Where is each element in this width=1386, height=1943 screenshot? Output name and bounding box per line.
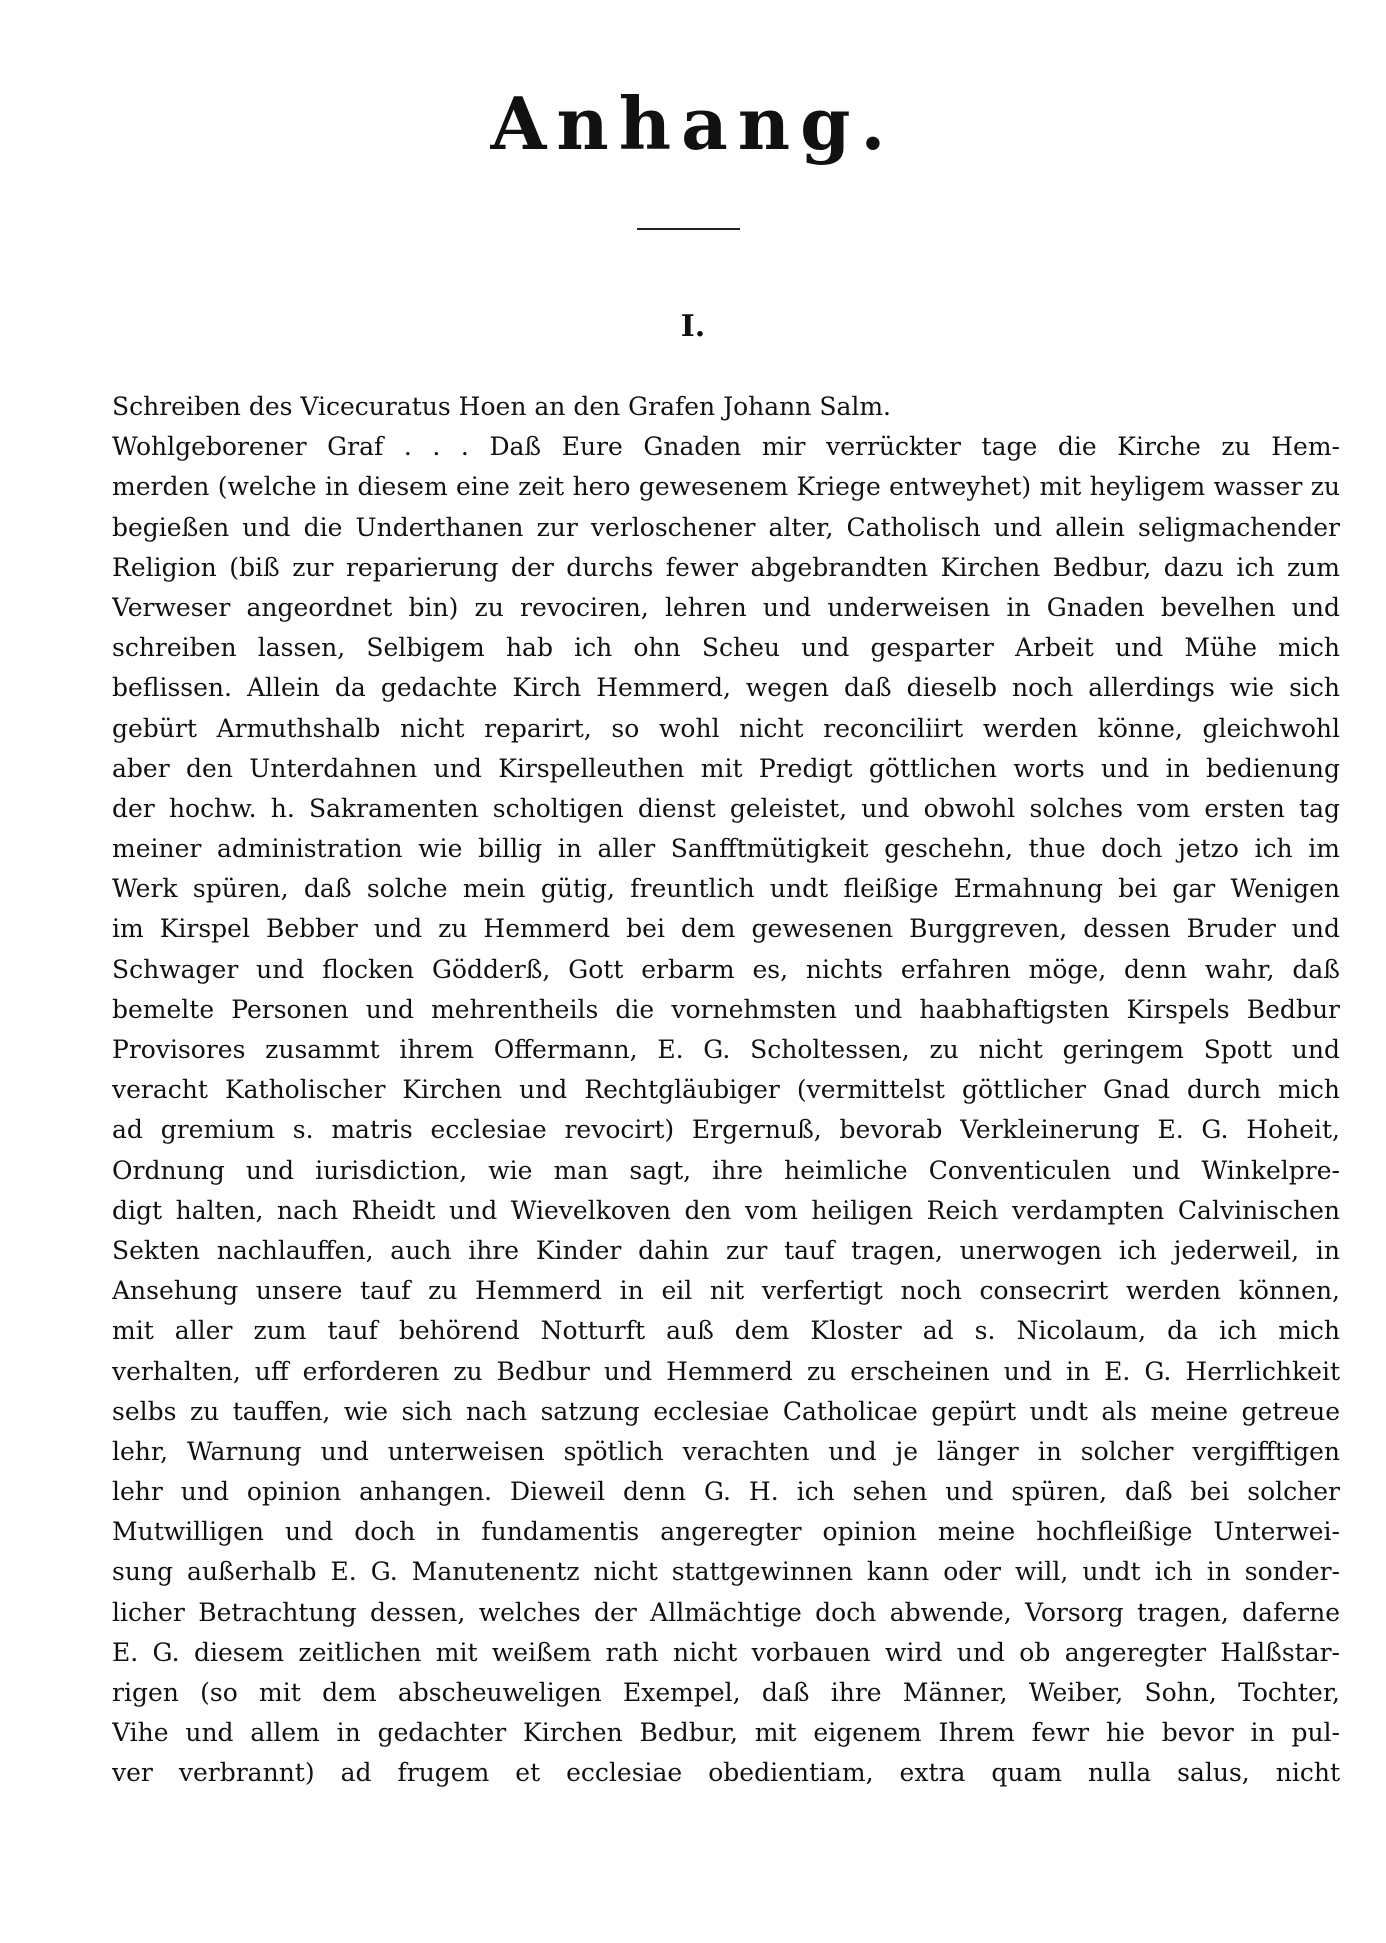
text-line: begießen und die Underthanen zur verloschener alter, Catholisch und allein seligmachender xyxy=(112,512,1340,542)
text-line: ver verbrannt) ad frugem et ecclesiae obedientiam, extra quam nulla salus, nicht xyxy=(112,1758,1340,1788)
text-line: Schwager und flocken Gödderß, Gott erbarm es, nichts erfahren möge, denn wahr, daß xyxy=(112,954,1340,984)
text-line: bemelte Personen und mehrentheils die vornehmsten und haabhaftigsten Kirspels Bedbur xyxy=(112,994,1340,1024)
text-line: der hochw. h. Sakramenten scholtigen dienst geleistet, und obwohl solches vom ersten tag xyxy=(112,793,1340,823)
text-line: Sekten nachlauffen, auch ihre Kinder dahin zur tauf tragen, unerwogen ich jederweil, in xyxy=(112,1235,1340,1265)
text-line: Provisores zusammt ihrem Offermann, E. G. Scholtessen, zu nicht geringem Spott und xyxy=(112,1035,1340,1064)
text-line: mit aller zum tauf behörend Notturft auß dem Kloster ad s. Nicolaum, da ich mich xyxy=(112,1316,1340,1346)
text-line: selbs zu tauffen, wie sich nach satzung ecclesiae Catholicae gepürt undt als meine getreue xyxy=(112,1396,1340,1426)
letter-body xyxy=(112,387,1340,1794)
text-line: Ordnung und iurisdiction, wie man sagt, ihre heimliche Conventiculen und Winkelpre- xyxy=(112,1155,1340,1185)
text-line: beflissen. Allein da gedachte Kirch Hemmerd, wegen daß dieselb noch allerdings wie sich xyxy=(112,673,1340,703)
text-line: im Kirspel Bebber und zu Hemmerd bei dem gewesenen Burggreven, dessen Bruder und xyxy=(112,914,1340,944)
text-line: lehr, Warnung und unterweisen spötlich verachten und je länger in solcher vergifftigen xyxy=(112,1436,1340,1466)
text-line: Werk spüren, daß solche mein gütig, freuntlich undt fleißige Ermahnung bei gar Wenigen xyxy=(112,874,1340,904)
text-line: rigen (so mit dem abscheuweligen Exempel, daß ihre Männer, Weiber, Sohn, Tochter, xyxy=(112,1678,1340,1707)
letter-title: Schreiben des Vicecuratus Hoen an den Grafen Johann Salm. xyxy=(112,392,892,421)
text-line: E. G. diesem zeitlichen mit weißem rath nicht vorbauen wird und ob angeregter Halßstar- xyxy=(112,1637,1340,1667)
text-line: sung außerhalb E. G. Manutenentz nicht stattgewinnen kann oder will, undt ich in sonder- xyxy=(112,1557,1340,1587)
text-line: veracht Katholischer Kirchen und Rechtgläubiger (vermittelst göttlicher Gnad durch mich xyxy=(112,1075,1340,1105)
text-line: lehr und opinion anhangen. Dieweil denn G. H. ich sehen und spüren, daß bei solcher xyxy=(112,1477,1340,1507)
text-line: Wohlgeborener Graf . . . Daß Eure Gnaden mir verrückter tage die Kirche zu Hem- xyxy=(112,432,1340,462)
text-line: verhalten, uff erforderen zu Bedbur und Hemmerd zu erscheinen und in E. G. Herrlichkeit xyxy=(112,1356,1340,1386)
text-line: Mutwilligen und doch in fundamentis angeregter opinion meine hochfleißige Unterwei- xyxy=(112,1517,1340,1547)
text-line: licher Betrachtung dessen, welches der Allmächtige doch abwende, Vorsorg tragen, daferne xyxy=(112,1597,1340,1627)
text-line: Vihe und allem in gedachter Kirchen Bedbur, mit eigenem Ihrem fewr hie bevor in pul- xyxy=(112,1718,1340,1748)
heading-divider xyxy=(637,228,740,230)
text-line: gebürt Armuthshalb nicht reparirt, so wohl nicht reconciliirt werden könne, gleichwohl xyxy=(112,713,1340,743)
text-line: Religion (biß zur reparierung der durchs fewer abgebrandten Kirchen Bedbur, dazu ich zum xyxy=(112,552,1340,582)
text-line: digt halten, nach Rheidt und Wievelkoven den vom heiligen Reich verdampten Calvinischen xyxy=(112,1195,1340,1225)
page-heading: Anhang. xyxy=(490,81,896,166)
text-line: ad gremium s. matris ecclesiae revocirt) Ergernuß, bevorab Verkleinerung E. G. Hoheit, xyxy=(112,1115,1340,1145)
text-line: schreiben lassen, Selbigem hab ich ohn Scheu und gesparter Arbeit und Mühe mich xyxy=(112,633,1340,663)
text-line: Verweser angeordnet bin) zu revociren, lehren und underweisen in Gnaden bevelhen und xyxy=(112,592,1340,622)
text-line: Ansehung unsere tauf zu Hemmerd in eil nit verfertigt noch consecrirt werden können, xyxy=(112,1276,1340,1306)
text-line: aber den Unterdahnen und Kirspelleuthen mit Predigt göttlichen worts und in bedienung xyxy=(112,753,1340,783)
section-number: I. xyxy=(680,309,706,344)
text-line: merden (welche in diesem eine zeit hero gewesenem Kriege entweyhet) mit heyligem wasser zu xyxy=(112,472,1340,502)
text-line: meiner administration wie billig in aller Sanfftmütigkeit geschehn, thue doch jetzo ich im xyxy=(112,834,1340,864)
